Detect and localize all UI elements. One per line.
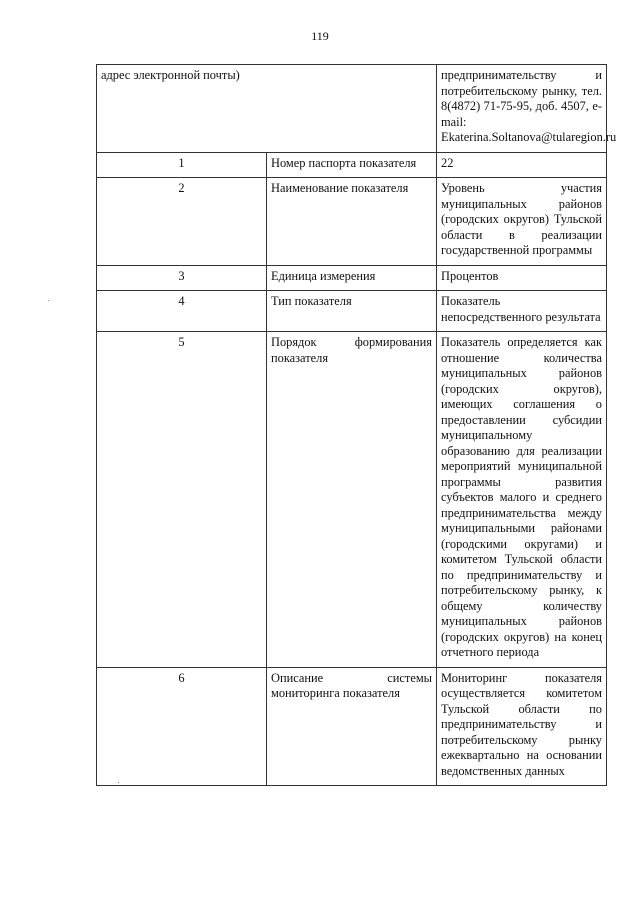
row-value: Мониторинг показателя осуществляется комитетом Тульской области по предпринимательству и потребительскому рынку ежеквартально на основании ведомственных данных <box>437 667 607 786</box>
row-value: Показатель непосредственного результата <box>437 291 607 332</box>
row-number: 6 <box>97 667 267 786</box>
row-number: 4 <box>97 291 267 332</box>
row-number: 1 <box>97 152 267 178</box>
row-number: 3 <box>97 265 267 291</box>
contact-email: Ekaterina.Soltanova@tularegion.ru <box>441 130 617 144</box>
table-row-continuation <box>97 65 607 153</box>
table-row <box>97 332 607 668</box>
continuation-label: адрес электронной почты) <box>101 68 240 82</box>
table-row <box>97 152 607 178</box>
scan-speck <box>118 782 119 783</box>
row-label: Тип показателя <box>267 291 437 332</box>
continuation-label-cell <box>97 65 437 153</box>
row-number: 5 <box>97 332 267 668</box>
row-label: Номер паспорта показателя <box>267 152 437 178</box>
continuation-value-text: предпринимательству и потребительскому рынку, тел. 8(4872) 71-75-95, доб. 4507, e-mail: <box>441 68 602 129</box>
scan-speck <box>48 300 49 301</box>
row-value: Процентов <box>437 265 607 291</box>
row-label: Наименование показателя <box>267 178 437 266</box>
table-row <box>97 667 607 786</box>
table-row <box>97 291 607 332</box>
table-row <box>97 178 607 266</box>
row-label: Описание системы мониторинга показателя <box>267 667 437 786</box>
row-value: Показатель определяется как отношение количества муниципальных районов (городских округов), имеющих соглашения о предоставлении субсидии муниципальному образованию для реализации мероприятий муниципальной программы развития субъектов малого и среднего предпринимательства между муниципальными районами (городскими округами) и комитетом Тульской области по предпринимательству и потребительскому рынку, к общему количеству муниципальных районов (городских округов) на конец отчетного периода <box>437 332 607 668</box>
row-value: Уровень участия муниципальных районов (городских округов) Тульской области в реализации государственной программы <box>437 178 607 266</box>
page-number: 119 <box>311 29 329 43</box>
row-number: 2 <box>97 178 267 266</box>
table-row <box>97 265 607 291</box>
continuation-value-cell <box>437 65 617 153</box>
row-label: Порядок формирования показателя <box>267 332 437 668</box>
row-value: 22 <box>437 152 607 178</box>
indicator-passport-table <box>96 64 617 786</box>
row-label: Единица измерения <box>267 265 437 291</box>
